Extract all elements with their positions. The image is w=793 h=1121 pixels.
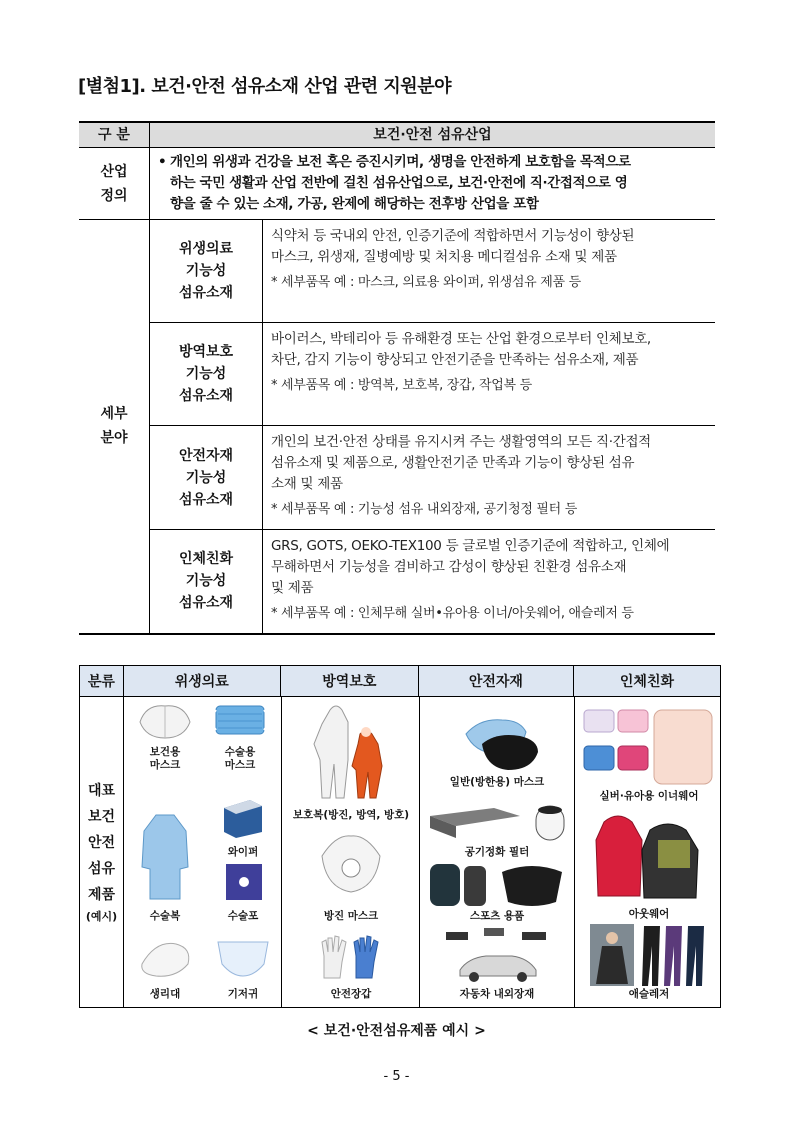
sports-goods-label: 스포츠 용품 <box>469 910 525 922</box>
surgical-gown-label: 수술복 <box>149 910 181 922</box>
figure-caption: < 보건·안전섬유제품 예시 > <box>307 1023 486 1039</box>
header-protection: 방역보호 <box>281 666 419 696</box>
product-table <box>79 665 721 1008</box>
gloves-image <box>318 932 384 980</box>
header-industry: 보건·안전 섬유산업 <box>150 122 716 148</box>
car-interior-image <box>442 926 552 984</box>
surgical-gown-image <box>140 811 190 903</box>
field-name-safety: 안전자재 기능성 섬유소재 <box>150 426 263 530</box>
protective-suit-label: 보호복(방진, 방역, 방호) <box>292 809 410 821</box>
header-hygiene: 위생의료 <box>124 666 281 696</box>
header-safety: 안전자재 <box>419 666 574 696</box>
diaper-label: 기저귀 <box>227 988 259 1000</box>
general-mask-image <box>462 714 542 774</box>
field-name-human-friendly: 인체친화 기능성 섬유소재 <box>150 530 263 634</box>
page-title: [별첨1]. 보건·안전 섬유소재 산업 관련 지원분야 <box>78 76 451 97</box>
wiper-label: 와이퍼 <box>227 846 259 858</box>
field-desc-hygiene: 식약처 등 국내외 안전, 인증기준에 적합하면서 기능성이 향상된 마스크, 위생재, 질병예방 및 처치용 메디컬섬유 소재 및 제품 * 세부품목 예 : 마스크, 의료용 와이퍼, 위생섬유 제품 등 <box>263 220 716 323</box>
athleisure-image <box>588 922 714 988</box>
product-table-header <box>80 666 720 697</box>
protective-suit-image <box>312 700 388 802</box>
innerwear-image <box>582 706 716 788</box>
header-classification: 분류 <box>80 666 124 696</box>
air-filter-image <box>428 804 568 844</box>
gloves-label: 안전장갑 <box>330 988 372 1000</box>
field-name-protection: 방역보호 기능성 섬유소재 <box>150 323 263 426</box>
field-name-hygiene: 위생의료 기능성 섬유소재 <box>150 220 263 323</box>
general-mask-label: 일반(방한용) 마스크 <box>449 776 545 788</box>
surgical-mask-image <box>208 702 272 738</box>
health-mask-label: 보건용 마스크 <box>149 746 181 771</box>
sanitary-pad-label: 생리대 <box>149 988 181 1000</box>
sanitary-pad-image <box>136 934 194 982</box>
dust-mask-label: 방진 마스크 <box>323 910 379 922</box>
car-interior-label: 자동차 내외장재 <box>459 988 535 1000</box>
outerwear-label: 아웃웨어 <box>628 908 670 920</box>
header-human-friendly: 인체친화 <box>619 674 675 690</box>
innerwear-label: 실버·유아용 이너웨어 <box>599 790 699 802</box>
air-filter-label: 공기정화 필터 <box>464 846 530 858</box>
dust-mask-image <box>316 832 386 896</box>
page-number: - 5 - <box>383 1069 410 1084</box>
sports-goods-image <box>428 862 568 910</box>
health-mask-image <box>136 700 194 742</box>
wiper-image <box>220 796 266 838</box>
outerwear-image <box>594 810 704 902</box>
field-desc-protection: 바이러스, 박테리아 등 유해환경 또는 산업 환경으로부터 인체보호, 차단, 감지 기능이 향상되고 안전기준을 만족하는 섬유소재, 제품 * 세부품목 예 : 방역복, 보호복, 장갑, 작업복 등 <box>263 323 716 426</box>
field-desc-safety: 개인의 보건·안전 상태를 유지시켜 주는 생활영역의 모든 직·간접적 섬유소재 및 제품으로, 생활안전기준 만족과 기능이 향상된 섬유 소재 및 제품 * 세부품목 예 : 기능성 섬유 내외장재, 공기청정 필터 등 <box>263 426 716 530</box>
header-category: 구 분 <box>79 122 150 148</box>
detail-label: 세부 분야 <box>79 220 150 634</box>
surgical-mask-label: 수술용 마스크 <box>224 746 256 771</box>
athleisure-label: 애슬레저 <box>628 988 670 1000</box>
diaper-image <box>214 934 272 978</box>
surgical-drape-label: 수술포 <box>227 910 259 922</box>
field-desc-human-friendly: GRS, GOTS, OEKO-TEX100 등 글로벌 인증기준에 적합하고, 인체에 무해하면서 기능성을 겸비하고 감성이 향상된 친환경 섬유소재 및 제품 * 세부품목 예 : 인체무해 실버•유아용 이너/아웃웨어, 애슬레저 등 <box>263 530 716 634</box>
industry-label: 산업 정의 <box>79 148 150 220</box>
industry-definition: • 개인의 위생과 건강을 보전 혹은 증진시키며, 생명을 안전하게 보호함을 목적으로 하는 국민 생활과 산업 전반에 걸친 섬유산업으로, 보건·안전에 직·간접적으로 영 향을 줄 수 있는 소재, 가공, 완제에 해당하는 전후방 산업을 포함 <box>150 148 716 220</box>
surgical-drape-image <box>224 862 264 902</box>
product-side-label: 대표 보건 안전 섬유 제품 (예시) <box>85 782 118 923</box>
definition-table <box>79 121 715 635</box>
